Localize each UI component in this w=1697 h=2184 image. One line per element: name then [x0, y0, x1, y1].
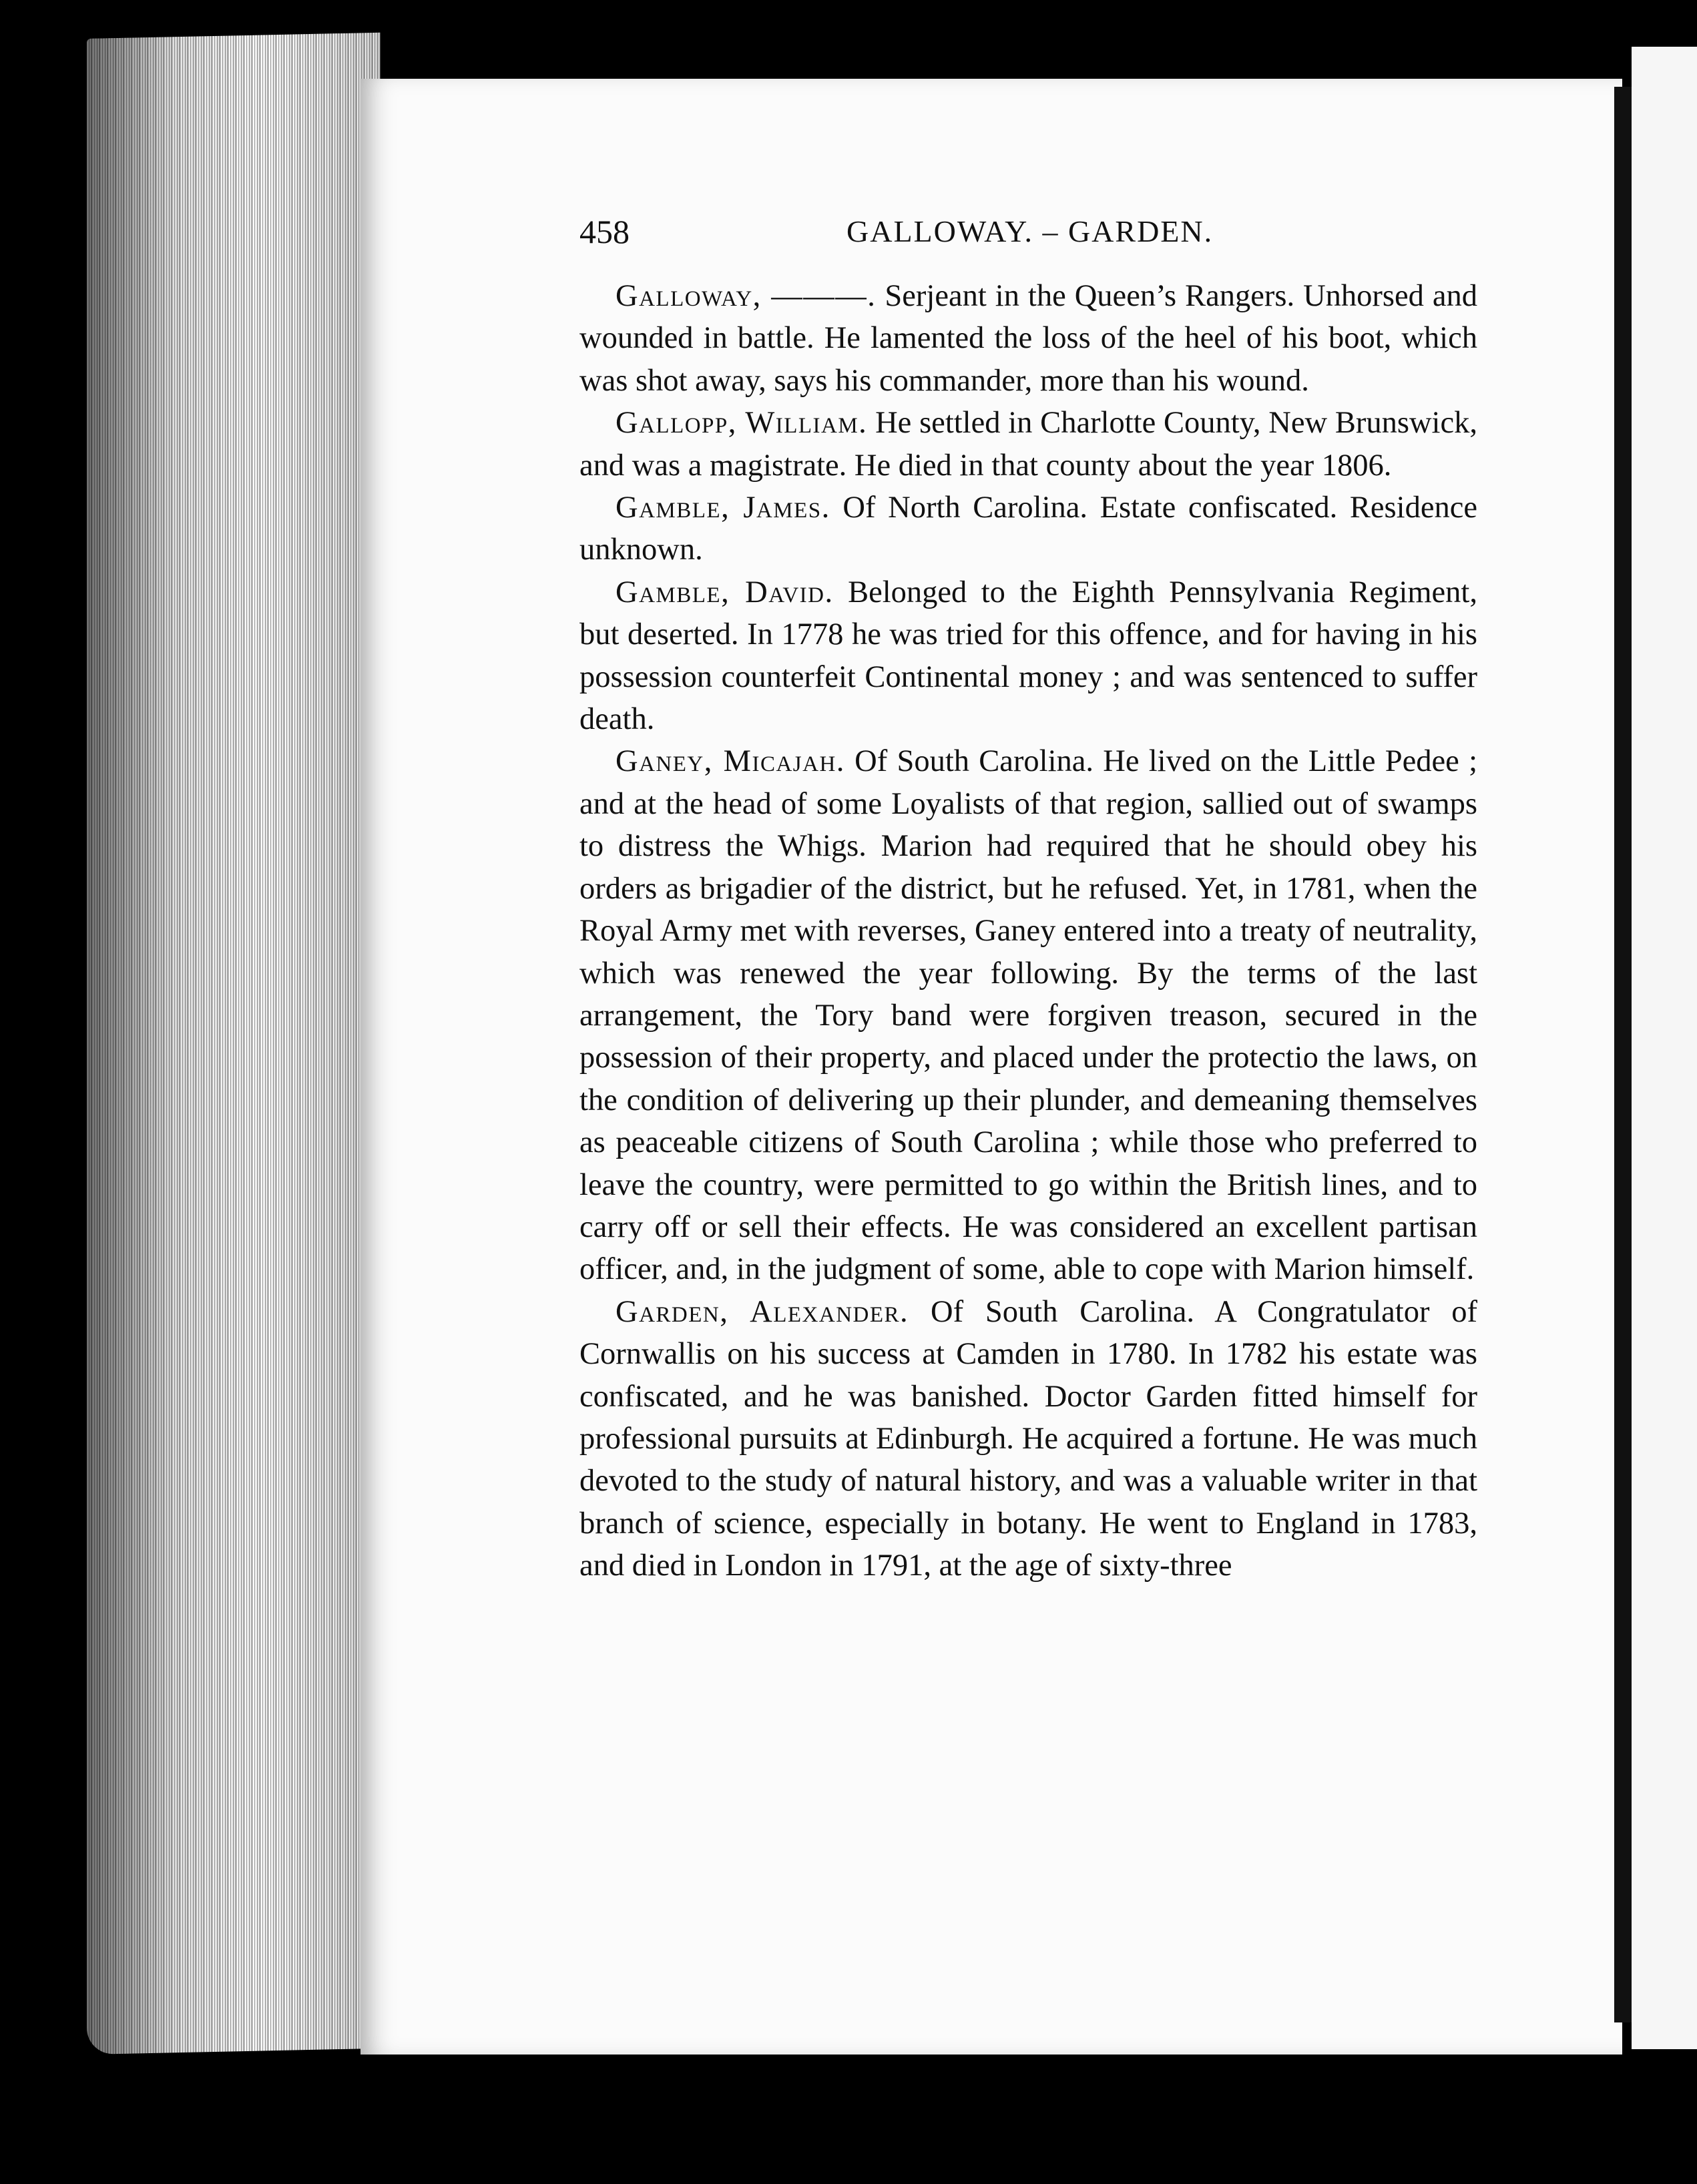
entry-gamble-david [579, 571, 1477, 741]
entry-gamble-james [579, 487, 1477, 571]
facing-page-edge [1632, 47, 1697, 2049]
page-edges [87, 33, 381, 2055]
entry-text: Of North Carolina. Estate confiscated. Residence unknown. [579, 491, 1477, 567]
entry-name: Ganey, Micajah. [616, 744, 845, 779]
entry-name: Garden, Alexander. [616, 1294, 909, 1329]
page-header [579, 212, 1474, 259]
entry-gallopp [579, 402, 1477, 487]
body-text [579, 275, 1477, 1587]
entry-text: Of South Carolina. A Congratulator of Cornwallis on his success at Camden in 1780. In 1782 his estate was confiscated, and he was banished. Doctor Garden fitted himself for professional pursuits at Edinburgh. He acquired a fortune. He was much devoted to the study of natural history, and was a valuable writer in that branch of science, especially in botany. He went to England in 1783, and died in London in 1791, at the age of sixty-three [579, 1294, 1477, 1583]
entry-text: Serjeant in the Queen’s Rangers. Unhorsed and wounded in battle. He lamented the loss of the heel of his boot, which was shot away, says his commander, more than his wound. [579, 279, 1478, 398]
entry-galloway [579, 275, 1477, 402]
entry-name: Gamble, James. [616, 491, 830, 525]
entry-text: Belonged to the Eighth Pennsylvania Regiment, but deserted. In 1778 he was tried for this offence, and for having in his possession counterfeit Continental money ; and was sentenced to suffer death. [579, 575, 1477, 737]
entry-name: Gallopp, William. [616, 406, 868, 441]
entry-text: Of South Carolina. He lived on the Little Pedee ; and at the head of some Loyalists of that region, sallied out of swamps to distress the Whigs. Marion had required that he should obey his orders as brigadier of the district, but he refused. Yet, in 1781, when the Royal Army met with reverses, Ganey entered into a treaty of neutrality, which was renewed the year following. By the terms of the last arrangement, the Tory band were forgiven treason, secured in the possession of their property, and placed under the protectio the laws, on the condition of delivering up their plunder, and demeaning themselves as peaceable citizens of South Carolina ; while those who preferred to leave the country, were permitted to go within the British lines, and to carry off or sell their effects. He was considered an excellent partisan officer, and, in the judgment of some, able to cope with Marion himself. [579, 744, 1477, 1287]
entry-name: Gamble, David. [616, 575, 834, 609]
page-number: 458 [579, 213, 630, 250]
entry-text: He settled in Charlotte County, New Brunswick, and was a magistrate. He died in that county about the year 1806. [579, 406, 1477, 483]
entry-garden [579, 1291, 1477, 1587]
running-head: GALLOWAY. – GARDEN. [846, 214, 1214, 248]
entry-ganey [579, 740, 1477, 1290]
gutter-shadow [1614, 87, 1632, 2022]
entry-name: Galloway, ———. [616, 279, 877, 313]
